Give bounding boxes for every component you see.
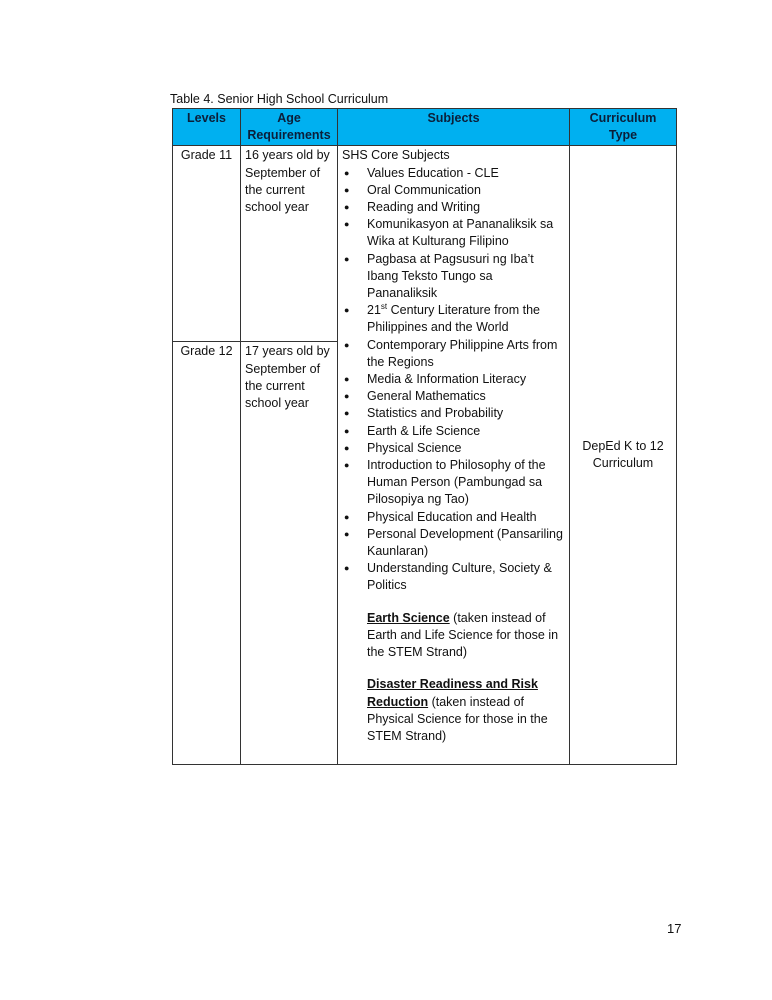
page-number: 17 [667, 921, 682, 936]
list-item: ● Reading and Writing [342, 199, 565, 216]
list-item: ● Understanding Culture, Society & Politics [342, 560, 565, 594]
list-item: ● Values Education - CLE [342, 165, 565, 182]
list-item: ● Contemporary Philippine Arts from the Regions [342, 337, 565, 371]
subjects-heading: SHS Core Subjects [342, 148, 450, 163]
list-item: ● Pagbasa at Pagsusuri ng Iba’t Ibang Teksto Tungo sa Pananaliksik [342, 251, 565, 303]
curriculum-type-cell: DepEd K to 12 Curriculum [570, 146, 677, 765]
header-subjects: Subjects [338, 109, 570, 146]
note-title: Disaster Readiness and Risk Reduction [367, 677, 538, 709]
ordinal-suffix: st [380, 302, 388, 312]
stem-note [342, 610, 565, 662]
age-cell: 17 years old by September of the current school year [241, 342, 338, 765]
subjects-cell [338, 146, 570, 765]
list-item: ● Introduction to Philosophy of the Human Person (Pambungad sa Pilosopiya ng Tao) [342, 457, 565, 509]
curriculum-table [172, 108, 677, 765]
stem-note [342, 676, 565, 745]
note-title: Earth Science [367, 610, 450, 625]
list-item: ● Oral Communication [342, 182, 565, 199]
list-item: ● General Mathematics [342, 388, 565, 405]
list-item: ● Physical Science [342, 440, 565, 457]
list-item [342, 302, 565, 336]
list-item: ● Statistics and Probability [342, 405, 565, 422]
list-item: ● Media & Information Literacy [342, 371, 565, 388]
level-cell: Grade 12 [173, 342, 241, 765]
table-header-row [173, 109, 677, 146]
level-cell: Grade 11 [173, 146, 241, 342]
ordinal-number: 21 [367, 303, 381, 318]
header-curriculum-type: Curriculum Type [570, 109, 677, 146]
subjects-list [342, 165, 565, 595]
list-item: ● Komunikasyon at Pananaliksik sa Wika at Kulturang Filipino [342, 216, 565, 250]
list-item: ● Personal Development (Pansariling Kaunlaran) [342, 526, 565, 560]
header-levels: Levels [173, 109, 241, 146]
table-caption: Table 4. Senior High School Curriculum [170, 92, 389, 106]
list-item: ● Physical Education and Health [342, 509, 565, 526]
list-item: ● Earth & Life Science [342, 423, 565, 440]
subject-text: Century Literature from the Philippines and the World [367, 303, 540, 335]
age-cell: 16 years old by September of the current school year [241, 146, 338, 342]
table-row [173, 146, 677, 342]
note-text: (taken instead of Earth and Life Science for those in the STEM Strand) [367, 610, 559, 660]
header-age-requirements: Age Requirements [241, 109, 338, 146]
note-text: (taken instead of Physical Science for those in the STEM Strand) [367, 694, 548, 743]
